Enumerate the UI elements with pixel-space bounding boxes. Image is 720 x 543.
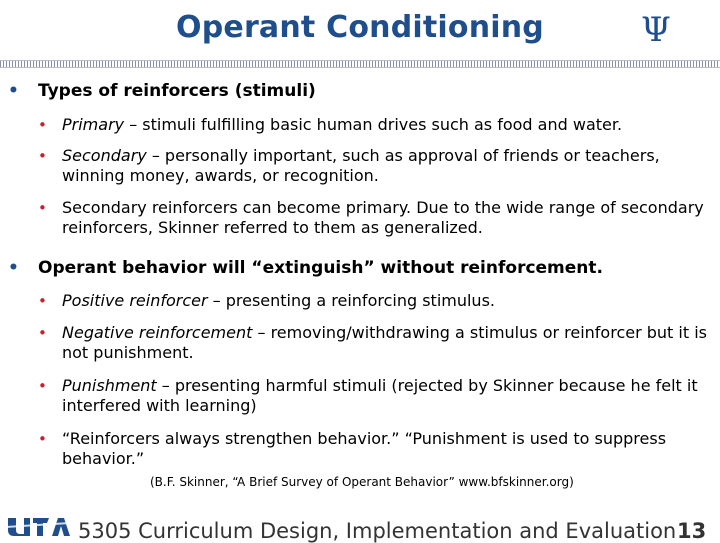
sub-bullet-text: – personally important, such as approval of friends or teachers, winning money, awards, or recognition. — [62, 146, 660, 185]
sub-bullet-punishment — [38, 376, 710, 416]
sub-bullet-text: “Reinforcers always strengthen behavior.” “Punishment is used to suppress behavior.” — [62, 429, 667, 468]
bullet-dot-icon: • — [38, 430, 47, 448]
sub-bullet-text: – presenting a reinforcing stimulus. — [207, 291, 495, 310]
sub-bullet-quote — [38, 429, 710, 469]
bullet-dot-icon: • — [38, 292, 47, 310]
sub-bullet-secondary — [38, 146, 710, 186]
bullet-dot-icon: • — [38, 116, 47, 134]
sub-bullet-text: – presenting harmful stimuli (rejected by Skinner because he felt it interfered with learning) — [62, 376, 698, 415]
bullet-dot-icon: • — [8, 258, 19, 278]
sub-bullet-positive-reinforcer — [38, 291, 710, 311]
sub-bullet-negative-reinforcement — [38, 323, 710, 363]
term-secondary: Secondary — [62, 146, 147, 165]
bullet-dot-icon: • — [8, 81, 19, 101]
sub-bullet-generalized — [38, 198, 710, 238]
sub-bullet-text: – removing/withdrawing a stimulus or reinforcer but it is not punishment. — [62, 323, 707, 362]
bullet-dot-icon: • — [38, 147, 47, 165]
term-punishment: Punishment — [62, 376, 157, 395]
sub-bullet-text: Secondary reinforcers can become primary. Due to the wide range of secondary reinforcers, Skinner referred to them as generalized. — [62, 198, 704, 237]
term-positive-reinforcer: Positive reinforcer — [62, 291, 208, 310]
psi-symbol: Ψ — [641, 10, 671, 50]
term-primary: Primary — [62, 115, 125, 134]
citation: (B.F. Skinner, “A Brief Survey of Operant Behavior” www.bfskinner.org) — [150, 475, 574, 489]
title-divider — [0, 60, 720, 68]
bullet-text: Types of reinforcers (stimuli) — [38, 81, 316, 101]
footer-course-title: 5305 Curriculum Design, Implementation and Evaluation — [78, 519, 677, 543]
page-number: 13 — [677, 519, 707, 543]
bullet-text: Operant behavior will “extinguish” without reinforcement. — [38, 258, 603, 278]
uta-logo — [6, 508, 70, 540]
term-negative-reinforcement: Negative reinforcement — [62, 323, 253, 342]
bullet-dot-icon: • — [38, 377, 47, 395]
sub-bullet-text: – stimuli fulfilling basic human drives such as food and water. — [124, 115, 623, 134]
bullet-dot-icon: • — [38, 199, 47, 217]
sub-bullet-primary — [38, 115, 710, 135]
slide-title: Operant Conditioning — [176, 10, 544, 45]
bullet-dot-icon: • — [38, 324, 47, 342]
